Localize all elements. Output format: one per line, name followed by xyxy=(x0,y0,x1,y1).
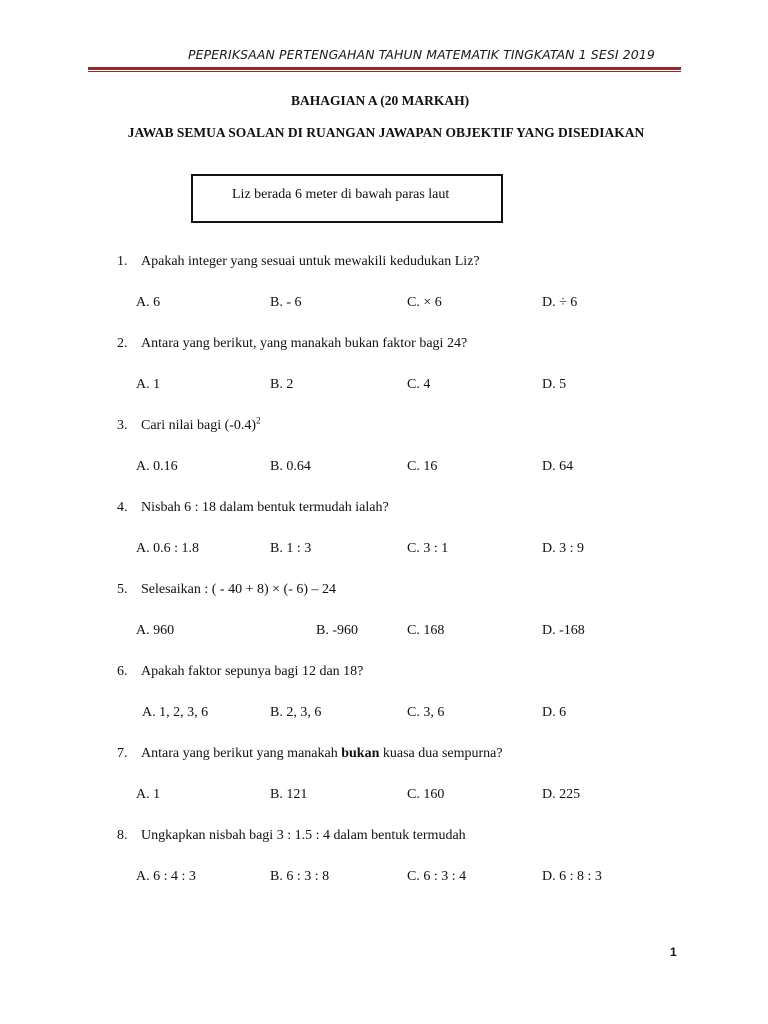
question-text: Apakah faktor sepunya bagi 12 dan 18? xyxy=(141,664,364,679)
header-rule-thick xyxy=(88,67,681,70)
option-c: C. 168 xyxy=(407,623,445,638)
question-text: Nisbah 6 : 18 dalam bentuk termudah ialah? xyxy=(141,500,389,515)
option-d: D. ÷ 6 xyxy=(542,295,578,310)
question-text-before: Antara yang berikut yang manakah xyxy=(141,746,342,761)
option-b: B. 6 : 3 : 8 xyxy=(270,869,330,884)
option-a: A. 960 xyxy=(136,623,175,638)
option-d: D. 64 xyxy=(542,459,574,474)
question-text: Selesaikan : ( - 40 + 8) × (- 6) – 24 xyxy=(141,582,337,597)
option-b: B. 1 : 3 xyxy=(270,541,312,556)
question-text: Apakah integer yang sesuai untuk mewakili kedudukan Liz? xyxy=(141,254,480,269)
option-d: D. 6 xyxy=(542,705,567,720)
option-a: A. 0.16 xyxy=(136,459,178,474)
question-number: 8. xyxy=(117,828,128,843)
question-text xyxy=(141,415,261,434)
option-c: C. 6 : 3 : 4 xyxy=(407,869,467,884)
question-number: 5. xyxy=(117,582,128,597)
option-a: A. 6 : 4 : 3 xyxy=(136,869,196,884)
option-c: C. 3, 6 xyxy=(407,705,445,720)
section-instruction: JAWAB SEMUA SOALAN DI RUANGAN JAWAPAN OBJEKTIF YANG DISEDIAKAN xyxy=(127,125,645,140)
option-a: A. 6 xyxy=(136,295,161,310)
exponent: 2 xyxy=(256,415,261,426)
question-number: 1. xyxy=(117,254,128,269)
option-c: C. 16 xyxy=(407,459,438,474)
option-c: C. 4 xyxy=(407,377,431,392)
option-d: D. 6 : 8 : 3 xyxy=(542,869,602,884)
option-d: D. 3 : 9 xyxy=(542,541,584,556)
question-number: 4. xyxy=(117,500,128,515)
question-text xyxy=(141,746,503,762)
option-c: C. 160 xyxy=(407,787,445,802)
question-text-emphasis: bukan xyxy=(341,746,380,761)
page-number: 1 xyxy=(670,945,677,959)
question-number: 3. xyxy=(117,418,128,433)
option-a: A. 0.6 : 1.8 xyxy=(136,541,199,556)
option-b: B. 2 xyxy=(270,377,294,392)
option-b: B. 2, 3, 6 xyxy=(270,705,322,720)
option-d: D. 5 xyxy=(542,377,567,392)
question-number: 6. xyxy=(117,664,128,679)
option-d: D. 225 xyxy=(542,787,581,802)
question-number: 7. xyxy=(117,746,128,761)
option-b: B. -960 xyxy=(316,623,358,638)
section-title: BAHAGIAN A (20 MARKAH) xyxy=(290,93,470,108)
header-title: PEPERIKSAAN PERTENGAHAN TAHUN MATEMATIK TINGKATAN 1 SESI 2019 xyxy=(188,47,655,62)
question-text: Ungkapkan nisbah bagi 3 : 1.5 : 4 dalam bentuk termudah xyxy=(141,828,466,843)
question-stem-box xyxy=(191,174,503,223)
question-stem-text: Liz berada 6 meter di bawah paras laut xyxy=(232,187,450,202)
option-c: C. 3 : 1 xyxy=(407,541,449,556)
question-text-after: kuasa dua sempurna? xyxy=(379,746,503,761)
option-b: B. - 6 xyxy=(270,295,302,310)
option-a: A. 1, 2, 3, 6 xyxy=(142,705,209,720)
question-number: 2. xyxy=(117,336,128,351)
option-c: C. × 6 xyxy=(407,295,442,310)
question-text: Antara yang berikut, yang manakah bukan faktor bagi 24? xyxy=(141,336,468,351)
option-d: D. -168 xyxy=(542,623,585,638)
option-a: A. 1 xyxy=(136,377,161,392)
question-text-main: Cari nilai bagi (-0.4) xyxy=(141,418,257,433)
option-a: A. 1 xyxy=(136,787,161,802)
option-b: B. 121 xyxy=(270,787,308,802)
option-b: B. 0.64 xyxy=(270,459,311,474)
header-rule-thin xyxy=(88,71,681,72)
